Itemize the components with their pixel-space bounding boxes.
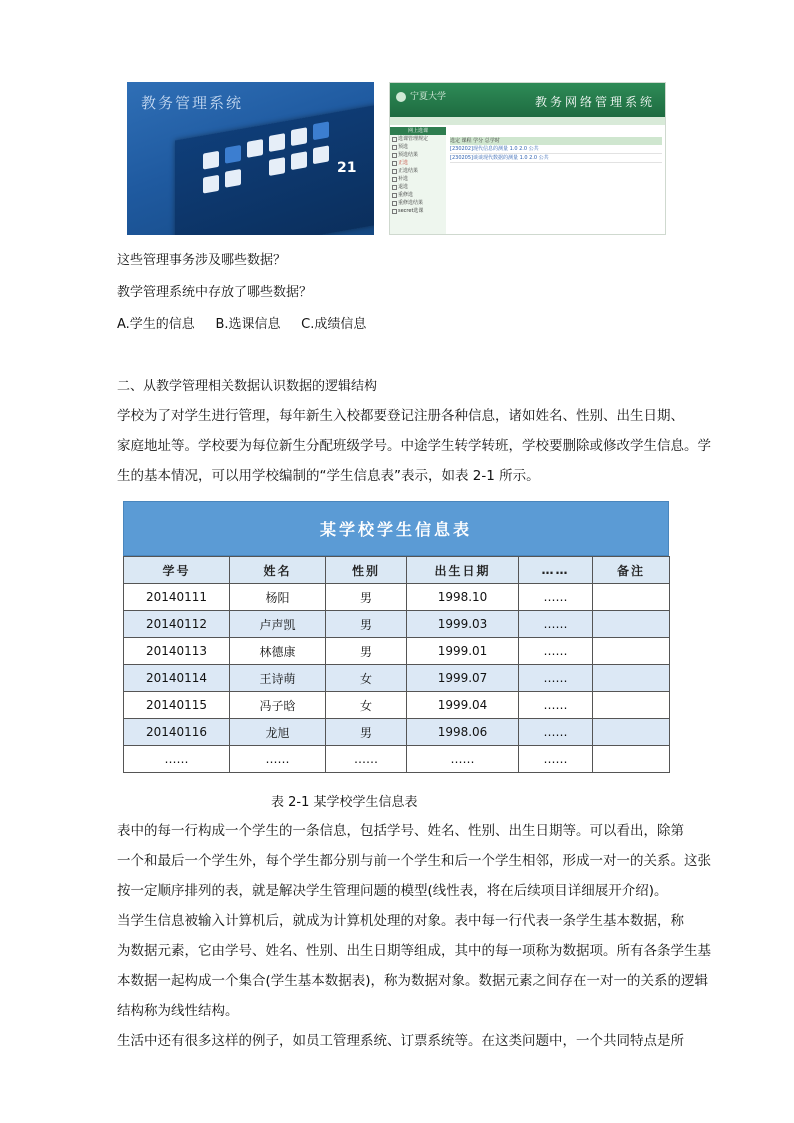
paragraph-data-elements xyxy=(117,906,711,1026)
text-line: 表中的每一行构成一个学生的一条信息，包括学号、姓名、性别、出生日期等。可以看出，除第 xyxy=(117,823,684,839)
cell: 20140113 xyxy=(124,638,230,665)
table-row xyxy=(124,584,670,611)
course-list xyxy=(450,133,662,163)
cell: 龙旭 xyxy=(230,719,326,746)
sidebar-item[interactable]: 补选 xyxy=(390,175,446,183)
table-header-row xyxy=(124,557,670,584)
sidebar-item[interactable]: 预选 xyxy=(390,143,446,151)
cell: 20140114 xyxy=(124,665,230,692)
cell xyxy=(593,719,670,746)
cell: …… xyxy=(407,746,519,773)
table-row xyxy=(124,638,670,665)
app-tile-icon xyxy=(291,151,307,170)
sidebar xyxy=(390,127,446,235)
paragraph-examples xyxy=(117,1026,708,1056)
date-display: 21 xyxy=(337,160,357,176)
sidebar-item[interactable]: secret选课 xyxy=(390,207,446,215)
table-row xyxy=(124,611,670,638)
sidebar-item[interactable]: 重修选 xyxy=(390,191,446,199)
cell: 1999.03 xyxy=(407,611,519,638)
student-info-table xyxy=(123,501,669,773)
sidebar-item[interactable]: 正选 xyxy=(390,159,446,167)
cell: …… xyxy=(326,746,407,773)
cell: 冯子晗 xyxy=(230,692,326,719)
sidebar-item[interactable]: 预选结果 xyxy=(390,151,446,159)
cell xyxy=(593,692,670,719)
cell xyxy=(593,638,670,665)
text-line: 为数据元素，它由学号、姓名、性别、出生日期等组成，其中的每一项称为数据项。所有各条学生基 xyxy=(117,943,711,959)
answer-options: A.学生的信息 B.选课信息 C.成绩信息 xyxy=(117,317,367,332)
cell: 20140116 xyxy=(124,719,230,746)
nav-bar xyxy=(390,117,665,125)
table-title: 某学校学生信息表 xyxy=(123,501,669,556)
cell: 男 xyxy=(326,719,407,746)
cell: 1999.07 xyxy=(407,665,519,692)
app-tile-icon xyxy=(269,133,285,152)
app-tile-icon xyxy=(313,121,329,140)
cell: 20140112 xyxy=(124,611,230,638)
col-header-id: 学号 xyxy=(124,557,230,584)
cell xyxy=(593,611,670,638)
text-line: 学校为了对学生进行管理，每年新生入校都要登记注册各种信息，诸如姓名、性别、出生日期、 xyxy=(117,408,684,424)
cell: 女 xyxy=(326,692,407,719)
cell: …… xyxy=(519,584,593,611)
university-logo: 宁夏大学 xyxy=(396,89,446,102)
cell: …… xyxy=(519,611,593,638)
col-header-more: …… xyxy=(519,557,593,584)
text-line: 生的基本情况，可以用学校编制的“学生信息表”表示，如表 2-1 所示。 xyxy=(117,468,540,484)
cell: 杨阳 xyxy=(230,584,326,611)
cell xyxy=(593,665,670,692)
screenshot-teaching-admin xyxy=(127,82,374,235)
sidebar-item[interactable]: 退选 xyxy=(390,183,446,191)
cell: 王诗萌 xyxy=(230,665,326,692)
app-tile-icon xyxy=(203,151,219,170)
cell: …… xyxy=(519,638,593,665)
table-row xyxy=(124,719,670,746)
sidebar-item[interactable]: 选课管理规定 xyxy=(390,135,446,143)
text-line: 当学生信息被输入计算机后，就成为计算机处理的对象。表中每一行代表一条学生基本数据，称 xyxy=(117,913,684,929)
system-header xyxy=(390,83,665,117)
screenshot-title: 教务管理系统 xyxy=(141,94,244,112)
system-title: 教务网络管理系统 xyxy=(534,95,655,109)
cell: 林德康 xyxy=(230,638,326,665)
col-header-name: 姓名 xyxy=(230,557,326,584)
question-1: 这些管理事务涉及哪些数据？ xyxy=(117,253,287,268)
cell: …… xyxy=(519,665,593,692)
text-line: 按一定顺序排列的表，就是解决学生管理问题的模型(线性表，将在后续项目详细展开介绍)。 xyxy=(117,883,668,899)
cell: 1999.01 xyxy=(407,638,519,665)
question-2: 教学管理系统中存放了哪些数据？ xyxy=(117,285,313,300)
col-header-birthdate: 出生日期 xyxy=(407,557,519,584)
cell: 20140111 xyxy=(124,584,230,611)
course-table-header: 选定 课程 学分 总学时 xyxy=(450,137,662,145)
cell: …… xyxy=(230,746,326,773)
cell: …… xyxy=(519,746,593,773)
sidebar-item[interactable]: 重修选结果 xyxy=(390,199,446,207)
paragraph-linear-list xyxy=(117,816,711,906)
table-row xyxy=(124,746,670,773)
sidebar-header: 网上选课 xyxy=(390,127,446,135)
app-tile-icon xyxy=(291,127,307,146)
cell: 1999.04 xyxy=(407,692,519,719)
section-heading: 二、从教学管理相关数据认识数据的逻辑结构 xyxy=(117,379,378,394)
app-tile-icon xyxy=(203,175,219,194)
cell: 卢声凯 xyxy=(230,611,326,638)
app-tile-icon xyxy=(269,157,285,176)
text-line: 结构称为线性结构。 xyxy=(117,1003,239,1019)
cell: 男 xyxy=(326,638,407,665)
col-header-remark: 备注 xyxy=(593,557,670,584)
cell: 20140115 xyxy=(124,692,230,719)
table-row xyxy=(124,692,670,719)
course-row[interactable]: [230202]现代信息的测量 1.0 2.0 公共 xyxy=(450,145,662,154)
course-row[interactable]: [230205]谈谈现代数据的测量 1.0 2.0 公共 xyxy=(450,154,662,163)
col-header-gender: 性别 xyxy=(326,557,407,584)
app-tile-icon xyxy=(247,139,263,158)
cell: 女 xyxy=(326,665,407,692)
cell xyxy=(593,584,670,611)
app-tile-icon xyxy=(225,145,241,164)
table-grid xyxy=(123,556,670,773)
cell: …… xyxy=(124,746,230,773)
table-row xyxy=(124,665,670,692)
text-line: 家庭地址等。学校要为每位新生分配班级学号。中途学生转学转班，学校要删除或修改学生信息。学 xyxy=(117,438,711,454)
cell xyxy=(593,746,670,773)
screenshot-network-admin xyxy=(389,82,666,235)
sidebar-item[interactable]: 正选结果 xyxy=(390,167,446,175)
app-tile-icon xyxy=(225,169,241,188)
app-tile-icon xyxy=(313,145,329,164)
text-line: 生活中还有很多这样的例子，如员工管理系统、订票系统等。在这类问题中，一个共同特点是所 xyxy=(117,1033,684,1049)
cell: 男 xyxy=(326,584,407,611)
text-line: 本数据一起构成一个集合(学生基本数据表)，称为数据对象。数据元素之间存在一对一的关系的逻辑 xyxy=(117,973,709,989)
cell: 1998.10 xyxy=(407,584,519,611)
cell: 男 xyxy=(326,611,407,638)
table-caption: 表 2-1 某学校学生信息表 xyxy=(271,795,418,810)
text-line: 一个和最后一个学生外，每个学生都分别与前一个学生和后一个学生相邻，形成一对一的关系。这张 xyxy=(117,853,711,869)
paragraph-intro xyxy=(117,401,711,491)
cell: …… xyxy=(519,719,593,746)
cell: …… xyxy=(519,692,593,719)
cell: 1998.06 xyxy=(407,719,519,746)
